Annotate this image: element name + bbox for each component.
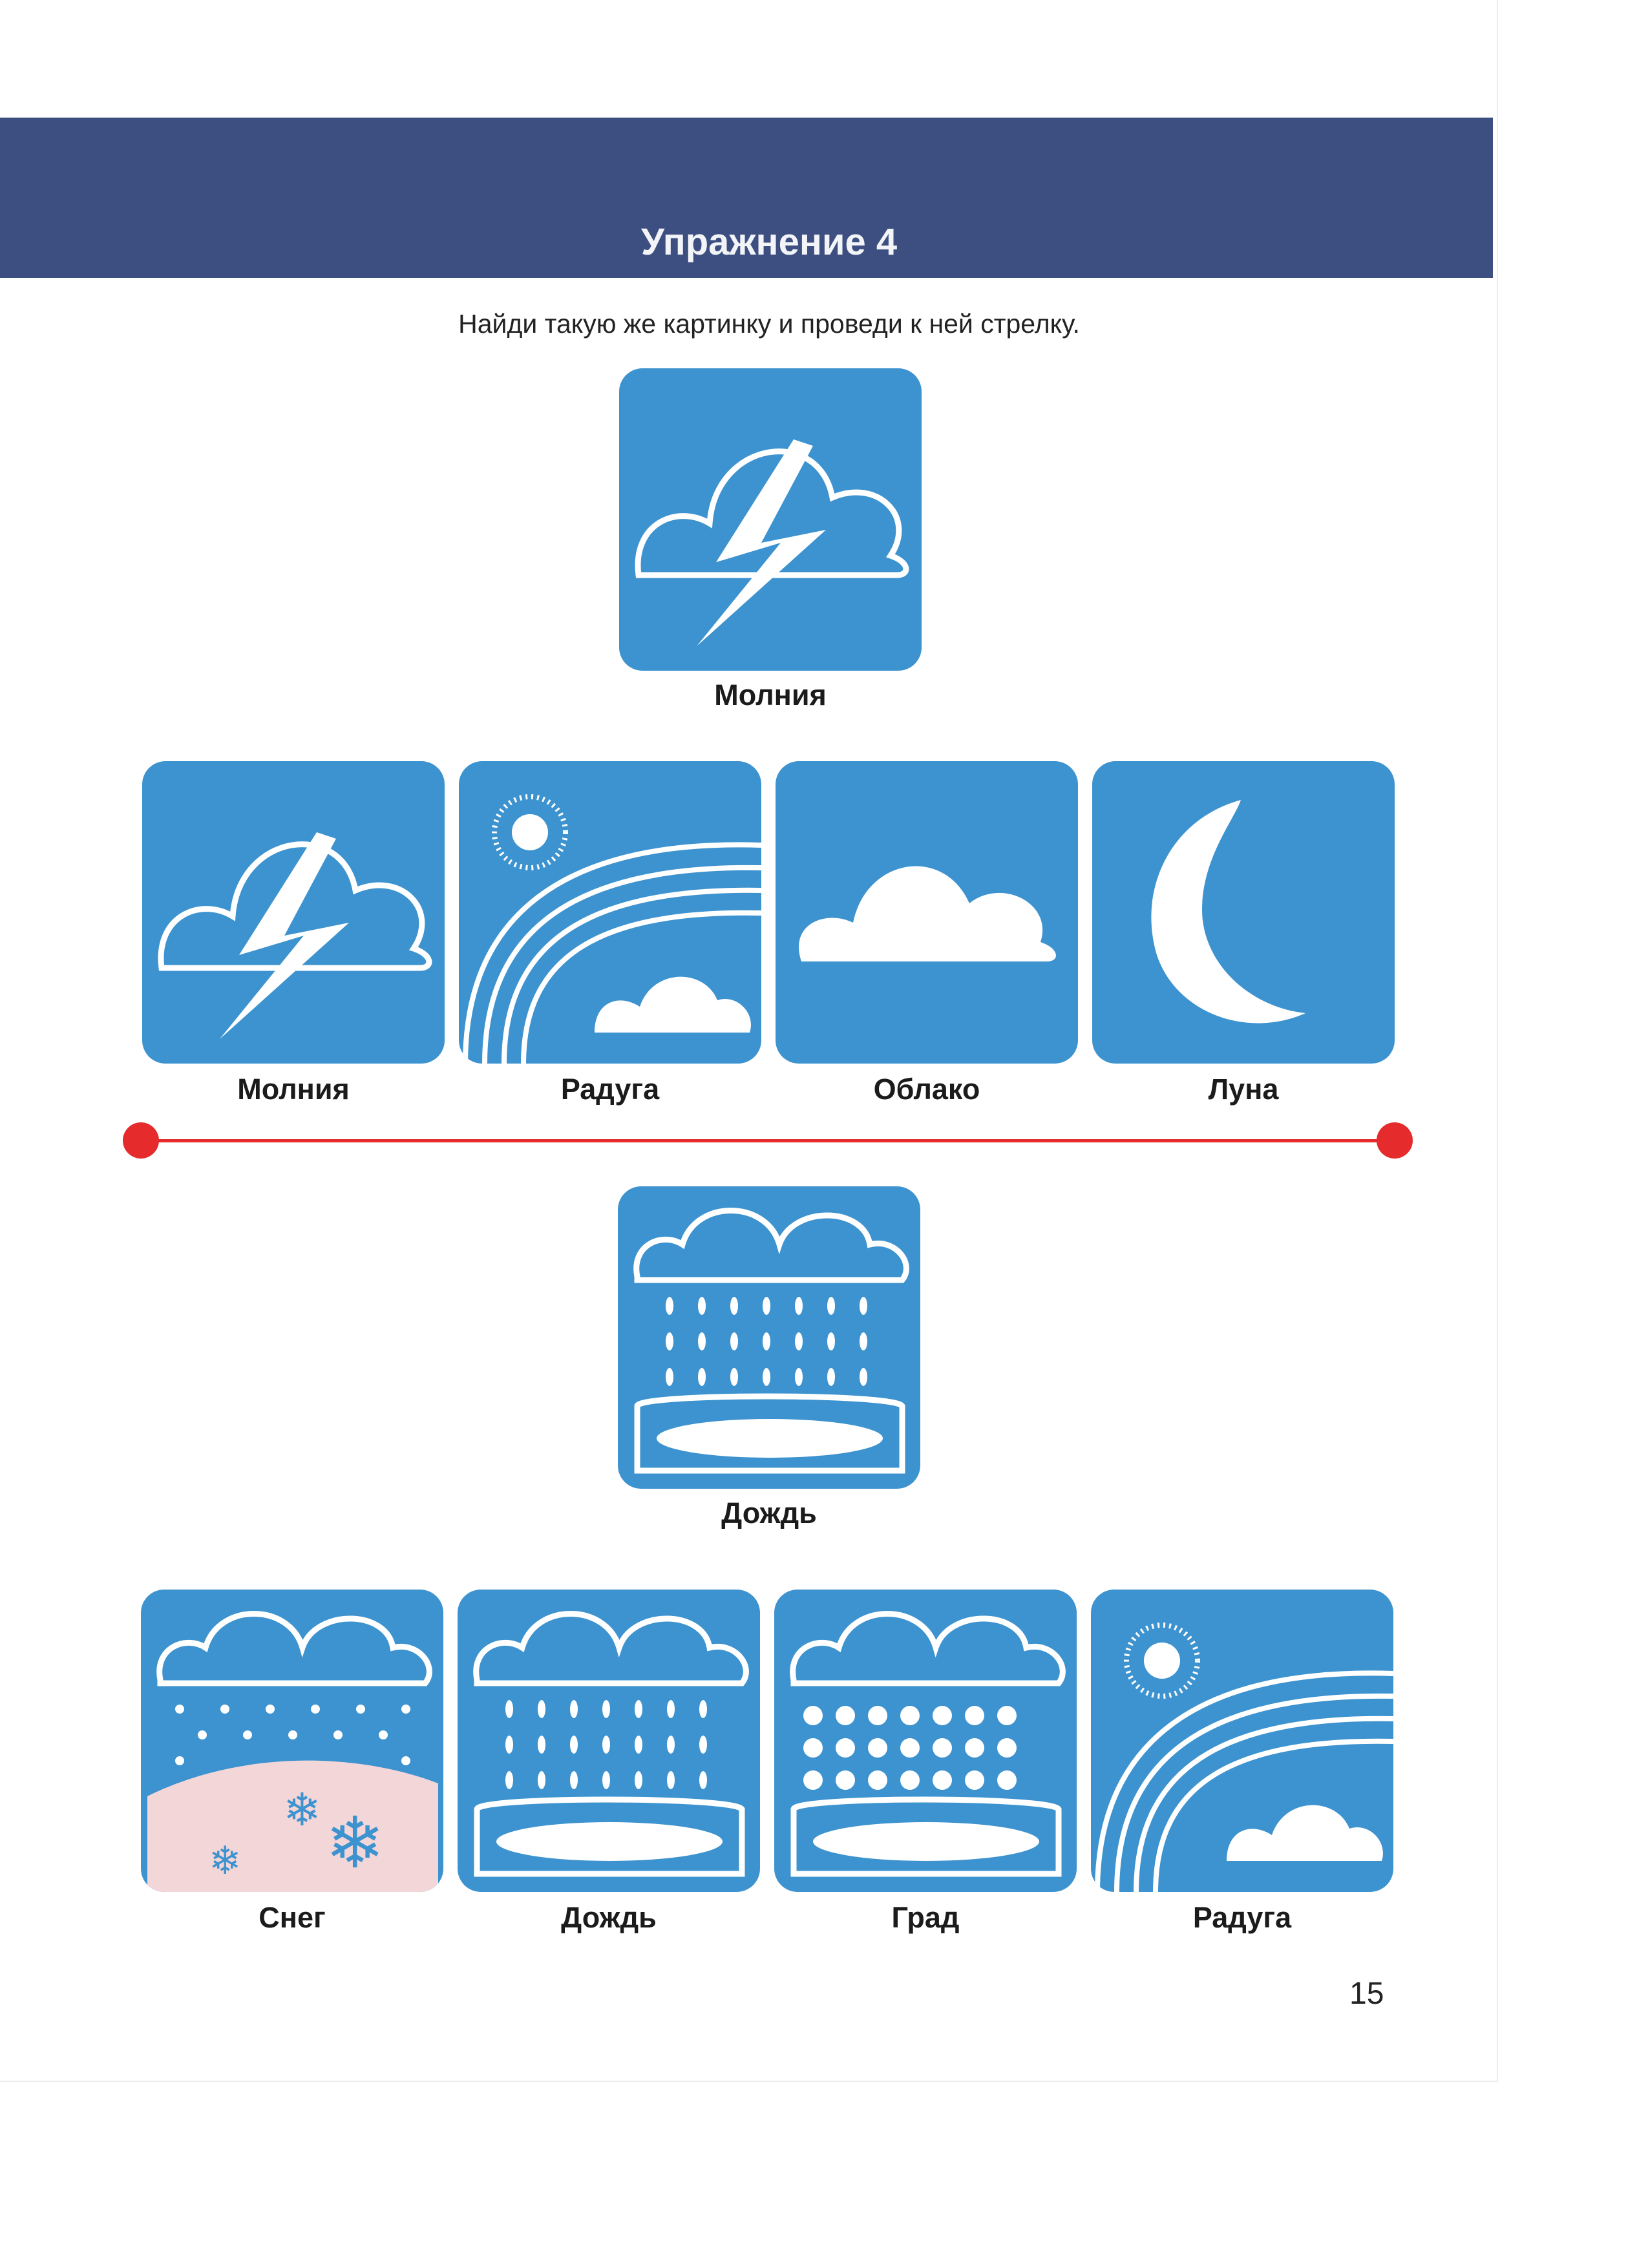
section-divider — [139, 1139, 1396, 1142]
instruction-text: Найди такую же картинку и проведи к ней стрелку. — [458, 309, 1080, 339]
svg-text:❄: ❄ — [325, 1801, 385, 1884]
svg-text:❄: ❄ — [283, 1783, 321, 1836]
divider-dot-left — [123, 1122, 159, 1159]
option-label: Молния — [237, 1073, 350, 1106]
rainbow-sun-icon[interactable] — [459, 761, 761, 1064]
option-label: Радуга — [1192, 1901, 1292, 1934]
option-label: Снег — [259, 1901, 326, 1934]
target-label: Молния — [714, 678, 827, 711]
option-label: Град — [891, 1901, 960, 1934]
rainbow-sun-icon[interactable] — [1091, 1590, 1393, 1892]
hail-cloud-icon[interactable] — [774, 1590, 1077, 1892]
option-label: Радуга — [560, 1073, 660, 1106]
snow-cloud-icon[interactable] — [141, 1590, 443, 1892]
moon-icon[interactable] — [1092, 761, 1395, 1064]
option-label: Дождь — [561, 1901, 657, 1934]
lightning-cloud-icon[interactable] — [619, 368, 922, 671]
rain-cloud-icon[interactable] — [618, 1186, 920, 1489]
svg-text:❄: ❄ — [209, 1838, 242, 1884]
cloud-icon[interactable] — [776, 761, 1078, 1064]
exercise-title: Упражнение 4 — [640, 221, 898, 263]
page-number: 15 — [1349, 1977, 1384, 2011]
lightning-cloud-icon[interactable] — [142, 761, 445, 1064]
divider-dot-right — [1377, 1122, 1413, 1159]
option-label: Луна — [1208, 1073, 1279, 1106]
option-label: Облако — [873, 1073, 980, 1106]
rain-cloud-icon[interactable] — [458, 1590, 760, 1892]
target-label: Дождь — [721, 1496, 817, 1529]
